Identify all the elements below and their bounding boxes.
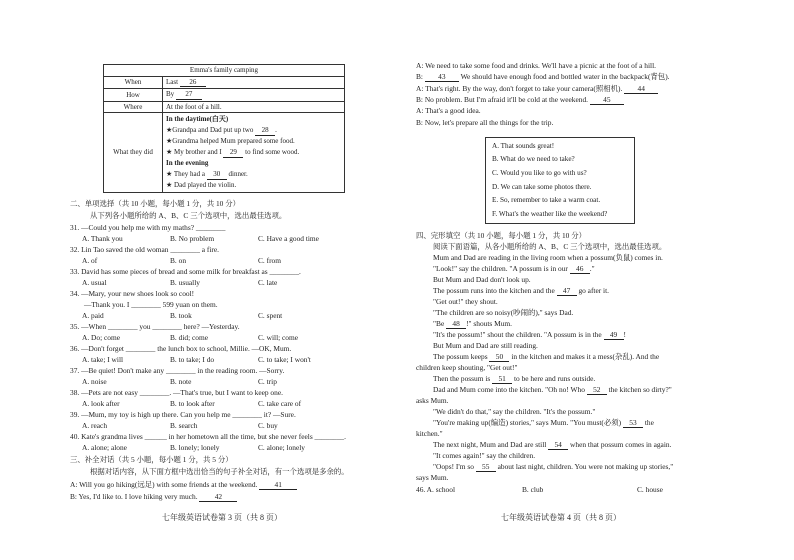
q37-option-b[interactable]: B. note	[170, 377, 192, 386]
section4-title: 四、完形填空（共 10 小题，每小题 1 分，共 10 分）	[416, 231, 586, 240]
table-caption: Emma's family camping	[104, 65, 345, 77]
q31-option-a[interactable]: A. Thank you	[82, 234, 123, 243]
box-option-f[interactable]: F. What's the weather like the weekend?	[492, 210, 608, 218]
box-option-a[interactable]: A. That sounds great!	[492, 142, 555, 150]
question-37: 37. —Be quiet! Don't make any ________ in the reading room. —Sorry.	[70, 366, 285, 375]
blank-53[interactable]: 53	[623, 418, 643, 428]
blank-49[interactable]: 49	[604, 330, 624, 340]
q31-option-b[interactable]: B. No problem	[170, 234, 215, 243]
q34-option-b[interactable]: B. took	[170, 311, 192, 320]
q35-option-c[interactable]: C. will; come	[258, 333, 299, 342]
page-footer-4: 七年级英语试卷第 4 页（共 8 页）	[501, 513, 621, 522]
dialogue-line-b: B: Yes, I'd like to. I love hiking very much. 42	[70, 492, 237, 502]
when-label: When	[104, 76, 163, 89]
passage-line: Mum and Dad are reading in the living room when a possum(负鼠) comes in.	[433, 253, 663, 262]
q32-option-a[interactable]: A. of	[82, 256, 98, 265]
dialogue-r5: A: That's a good idea.	[416, 106, 481, 115]
passage-line: "You're making up(编造) stories," says Mum. "You must(必须) 53 the	[433, 418, 654, 427]
q36-option-c[interactable]: C. to take; I won't	[258, 355, 311, 364]
passage-line: "Be 48 !" shouts Mum.	[433, 319, 513, 328]
q36-option-a[interactable]: A. take; I will	[82, 355, 124, 364]
how-cell: By 27	[163, 89, 345, 102]
q32-option-c[interactable]: C. from	[258, 256, 281, 265]
box-option-b[interactable]: B. What do we need to take?	[492, 155, 575, 163]
section4-instructions: 阅读下面语篇，从各小题所给的 A、B、C 三个选项中，选出最佳选项。	[433, 242, 667, 251]
blank-45[interactable]: 45	[590, 95, 624, 105]
section3-instructions: 根据对话内容，从下面方框中选出恰当的句子补全对话，有一个选项是多余的。	[90, 467, 349, 476]
dialogue-r2: B: 43 We should have enough food and bottled water in the backpack(背包).	[416, 72, 670, 81]
passage-line: Then the possum is 51 to be here and runs outside.	[433, 374, 596, 383]
q37-option-c[interactable]: C. trip	[258, 377, 277, 386]
question-38: 38. —Pets are not easy ________. —That's true, but I want to keep one.	[70, 388, 283, 397]
q35-option-a[interactable]: A. Do; come	[82, 333, 120, 342]
question-31: 31. —Could you help me with my maths? ________	[70, 223, 226, 232]
passage-line: "The children are so noisy(吵闹的)," says Dad.	[433, 308, 574, 317]
q39-option-c[interactable]: C. buy	[258, 421, 278, 430]
q40-option-b[interactable]: B. lonely; lonely	[170, 443, 220, 452]
q40-option-c[interactable]: C. alone; lonely	[258, 443, 306, 452]
section2-title: 二、单项选择（共 10 小题，每小题 1 分，共 10 分）	[70, 199, 240, 208]
family-camping-table	[103, 64, 345, 193]
q46-option-a[interactable]: 46. A. school	[416, 485, 456, 494]
right-page-cloze	[397, 0, 794, 560]
passage-line: says Mum.	[416, 473, 449, 482]
blank-30[interactable]: 30	[207, 169, 227, 181]
blank-28[interactable]: 28	[255, 125, 275, 137]
dialogue-r3: A: That's right. By the way, don't forget to take your camera(照相机). 44	[416, 84, 658, 94]
q32-option-b[interactable]: B. on	[170, 256, 187, 265]
question-40: 40. Kate's grandma lives ______ in her hometown all the time, but she never feels ________.	[70, 432, 346, 441]
blank-42[interactable]: 42	[199, 492, 237, 502]
passage-line: kitchen."	[416, 429, 443, 438]
question-36: 36. —Don't forget ________ the lunch box to school, Millie. —OK, Mum.	[70, 344, 292, 353]
where-label: Where	[104, 101, 163, 113]
box-option-d[interactable]: D. We can take some photos there.	[492, 183, 592, 191]
q39-option-a[interactable]: A. reach	[82, 421, 108, 430]
dialogue-r6: B: Now, let's prepare all the things for the trip.	[416, 118, 554, 127]
page-footer-3: 七年级英语试卷第 3 页（共 8 页）	[162, 513, 282, 522]
blank-51[interactable]: 51	[492, 374, 512, 384]
q39-option-b[interactable]: B. search	[170, 421, 198, 430]
passage-line: children keep shouting, "Get out!"	[416, 363, 518, 372]
passage-line: asks Mum.	[416, 396, 449, 405]
section3-title: 三、补全对话（共 5 小题，每小题 1 分，共 5 分）	[70, 455, 233, 464]
daytime-heading: In the daytime(白天)	[166, 115, 229, 124]
passage-line: "Look!" say the children. "A possum is in our 46 ."	[433, 264, 595, 273]
dialogue-r1: A: We need to take some food and drinks. We'll have a picnic at the foot of a hill.	[416, 61, 656, 70]
dialogue-line-a: A: Will you go hiking(远足) with some friends at the weekend. 41	[70, 480, 297, 490]
blank-29[interactable]: 29	[223, 147, 243, 159]
blank-43[interactable]: 43	[425, 72, 459, 82]
passage-line: But Mum and Dad are still reading.	[433, 341, 538, 350]
q38-option-c[interactable]: C. take care of	[258, 399, 302, 408]
q37-option-a[interactable]: A. noise	[82, 377, 107, 386]
section2-instructions: 从下列各小题所给的 A、B、C 三个选项中，选出最佳选项。	[90, 211, 287, 220]
dialogue-r4: B: No problem. But I'm afraid it'll be cold at the weekend. 45	[416, 95, 624, 105]
blank-54[interactable]: 54	[548, 440, 568, 450]
passage-line: The possum runs into the kitchen and the 47 go after it.	[433, 286, 610, 295]
passage-line: "It comes again!" say the children.	[433, 451, 536, 460]
what-label: What they did	[104, 113, 163, 193]
blank-55[interactable]: 55	[476, 462, 496, 472]
q34-option-a[interactable]: A. paid	[82, 311, 104, 320]
passage-line: "Oops! I'm so 55 about last night, children. You were not making up stories,"	[433, 462, 674, 471]
blank-27[interactable]: 27	[176, 90, 202, 100]
q38-option-b[interactable]: B. to look after	[170, 399, 215, 408]
question-34-reply: —Thank you. I ________ 599 yuan on them.	[84, 300, 218, 309]
passage-line: "Get out!" they shout.	[433, 297, 498, 306]
q40-option-a[interactable]: A. alone; alone	[82, 443, 127, 452]
q38-option-a[interactable]: A. look after	[82, 399, 120, 408]
blank-44[interactable]: 44	[624, 84, 658, 94]
blank-41[interactable]: 41	[259, 480, 297, 490]
when-cell: Last 26	[163, 76, 345, 89]
blank-46[interactable]: 46	[570, 264, 590, 274]
how-label: How	[104, 89, 163, 102]
blank-50[interactable]: 50	[489, 352, 509, 362]
passage-line: Dad and Mum come into the kitchen. "Oh no! Who 52 the kitchen so dirty?"	[433, 385, 672, 394]
q34-option-c[interactable]: C. spent	[258, 311, 283, 320]
q46-option-b[interactable]: B. club	[522, 485, 544, 494]
passage-line: The possum keeps 50 in the kitchen and makes it a mess(杂乱). And the	[433, 352, 660, 361]
blank-47[interactable]: 47	[557, 286, 577, 296]
q36-option-b[interactable]: B. to take; I do	[170, 355, 215, 364]
q33-option-b[interactable]: B. usually	[170, 278, 200, 287]
question-34: 34. —Mary, your new shoes look so cool!	[70, 289, 195, 298]
question-33: 33. David has some pieces of bread and some milk for breakfast as ________.	[70, 267, 301, 276]
evening-heading: In the evening	[166, 159, 209, 168]
blank-26[interactable]: 26	[180, 78, 206, 88]
question-35: 35. —When ________ you ________ here? —Yesterday.	[70, 322, 240, 331]
question-39: 39. —Mum, my toy is high up there. Can you help me ________ it? —Sure.	[70, 410, 296, 419]
where-value: At the foot of a hill.	[163, 101, 345, 113]
passage-line: "It's the possum!" shout the children. "A possum is in the 49 !	[433, 330, 626, 339]
q33-option-c[interactable]: C. late	[258, 278, 278, 287]
box-option-e[interactable]: E. So, remember to take a warm coat.	[492, 196, 601, 204]
q33-option-a[interactable]: A. usual	[82, 278, 107, 287]
passage-line: But Mum and Dad don't look up.	[433, 275, 531, 284]
what-cell: In the daytime(白天) ★Grandpa and Dad put up two 28 . ★Grandma helped Mum prepared some food. ★ My brother and I 29 to find some wood. In the evening ★ They had a 30 dinner. ★ Dad played the violin.	[163, 113, 345, 193]
passage-line: "We didn't do that," say the children. "It's the possum."	[433, 407, 596, 416]
q35-option-b[interactable]: B. did; come	[170, 333, 208, 342]
blank-52[interactable]: 52	[587, 385, 607, 395]
q46-option-c[interactable]: C. house	[637, 485, 663, 494]
box-option-c[interactable]: C. Would you like to go with us?	[492, 169, 587, 177]
question-32: 32. Lin Tao saved the old woman ________ a fire.	[70, 245, 219, 254]
passage-line: The next night, Mum and Dad are still 54 when that possum comes in again.	[433, 440, 672, 449]
q31-option-c[interactable]: C. Have a good time	[258, 234, 319, 243]
blank-48[interactable]: 48	[446, 319, 466, 329]
